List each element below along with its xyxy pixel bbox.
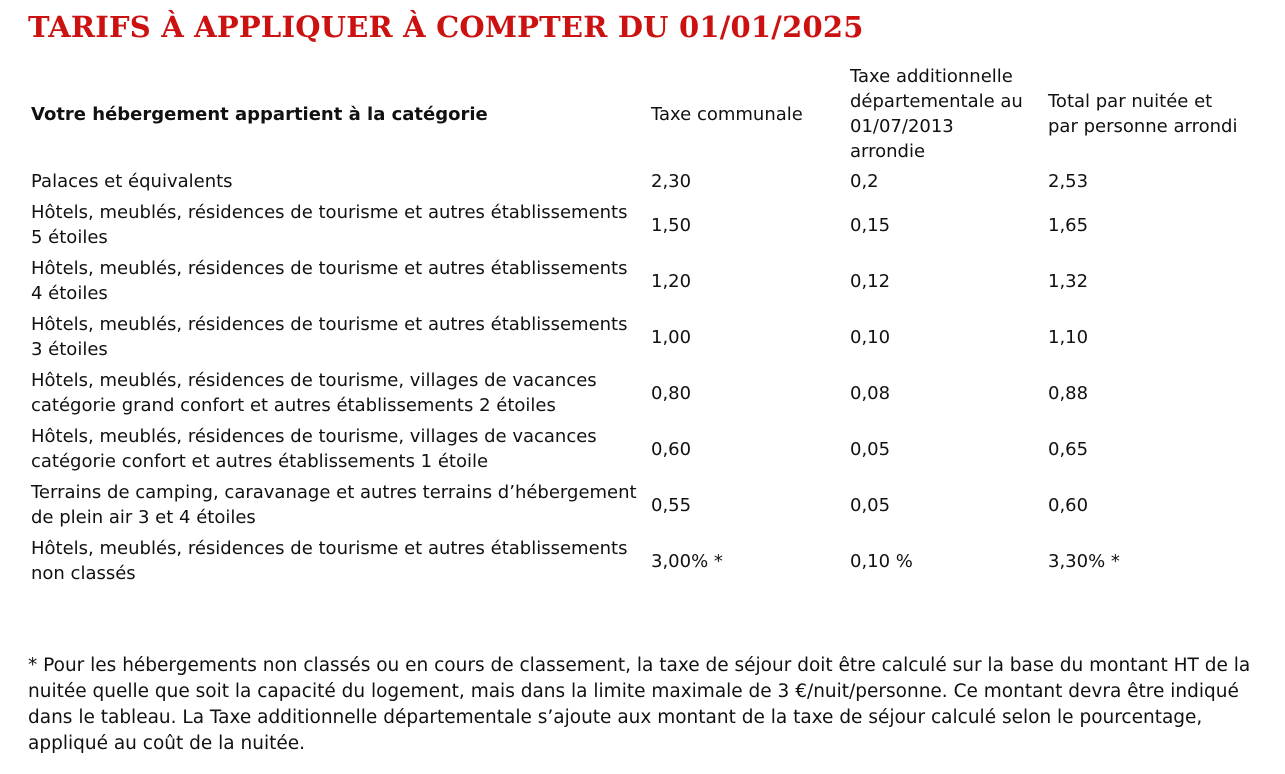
table-row — [24, 421, 1254, 477]
row-communal-tax: 1,50 — [651, 214, 692, 236]
row-total: 0,60 — [1048, 494, 1089, 516]
table-header-row — [24, 62, 1254, 166]
row-departmental-tax: 0,05 — [850, 438, 891, 460]
row-total: 1,10 — [1048, 326, 1089, 348]
tariff-table — [24, 62, 1254, 589]
table-row — [24, 365, 1254, 421]
row-communal-tax: 1,00 — [651, 326, 692, 348]
table-row — [24, 166, 1254, 197]
row-communal-tax: 0,80 — [651, 382, 692, 404]
row-departmental-tax: 0,05 — [850, 494, 891, 516]
row-total: 1,65 — [1048, 214, 1089, 236]
row-total: 0,88 — [1048, 382, 1089, 404]
row-total: 2,53 — [1048, 171, 1089, 192]
table-row — [24, 253, 1254, 309]
footnote: * Pour les hébergements non classés ou en cours de classement, la taxe de séjour doit être calculé sur la base du montant HT de la nuitée quelle que soit la capacité du logement, mais dans la limite maximale de 3 €/nuit/personne. Ce montant devra être indiqué dans le tableau. La Taxe additionnelle départementale s’ajoute aux montant de la taxe de séjour calculé selon le pourcentage, appliqué au coût de la nuitée. — [28, 655, 1251, 754]
row-total: 1,32 — [1048, 270, 1089, 292]
row-total: 3,30% * — [1048, 550, 1120, 572]
row-departmental-tax: 0,10 % — [850, 550, 913, 572]
row-departmental-tax: 0,08 — [850, 382, 891, 404]
header-category: Votre hébergement appartient à la catégorie — [31, 103, 488, 125]
row-communal-tax: 1,20 — [651, 270, 692, 292]
row-category: Terrains de camping, caravanage et autres terrains d’hébergement de plein air 3 et 4 étoiles — [31, 482, 637, 528]
page-title: TARIFS À APPLIQUER À COMPTER DU 01/01/2025 — [28, 10, 864, 44]
row-departmental-tax: 0,12 — [850, 270, 891, 292]
row-total: 0,65 — [1048, 438, 1089, 460]
row-category: Hôtels, meublés, résidences de tourisme et autres établissements 4 étoiles — [31, 258, 628, 304]
row-departmental-tax: 0,10 — [850, 326, 891, 348]
row-category: Hôtels, meublés, résidences de tourisme et autres établissements 3 étoiles — [31, 314, 628, 360]
table-row — [24, 309, 1254, 365]
row-departmental-tax: 0,2 — [850, 171, 879, 192]
row-category: Hôtels, meublés, résidences de tourisme et autres établissements 5 étoiles — [31, 202, 628, 248]
row-departmental-tax: 0,15 — [850, 214, 891, 236]
table-row — [24, 533, 1254, 589]
row-category: Hôtels, meublés, résidences de tourisme, villages de vacances catégorie grand confort et autres établissements 2 étoiles — [31, 370, 597, 416]
header-total: Total par nuitée et par personne arrondi — [1048, 91, 1238, 137]
table-row — [24, 197, 1254, 253]
row-communal-tax: 0,55 — [651, 494, 692, 516]
row-communal-tax: 3,00% * — [651, 550, 723, 572]
row-category: Hôtels, meublés, résidences de tourisme et autres établissements non classés — [31, 538, 628, 584]
row-communal-tax: 0,60 — [651, 438, 692, 460]
row-category: Palaces et équivalents — [31, 171, 233, 192]
header-departmental-tax: Taxe additionnelle départementale au 01/07/2013 arrondie — [850, 66, 1023, 162]
header-communal-tax: Taxe communale — [651, 103, 803, 125]
row-communal-tax: 2,30 — [651, 171, 692, 192]
row-category: Hôtels, meublés, résidences de tourisme, villages de vacances catégorie confort et autres établissements 1 étoile — [31, 426, 597, 472]
table-row — [24, 477, 1254, 533]
